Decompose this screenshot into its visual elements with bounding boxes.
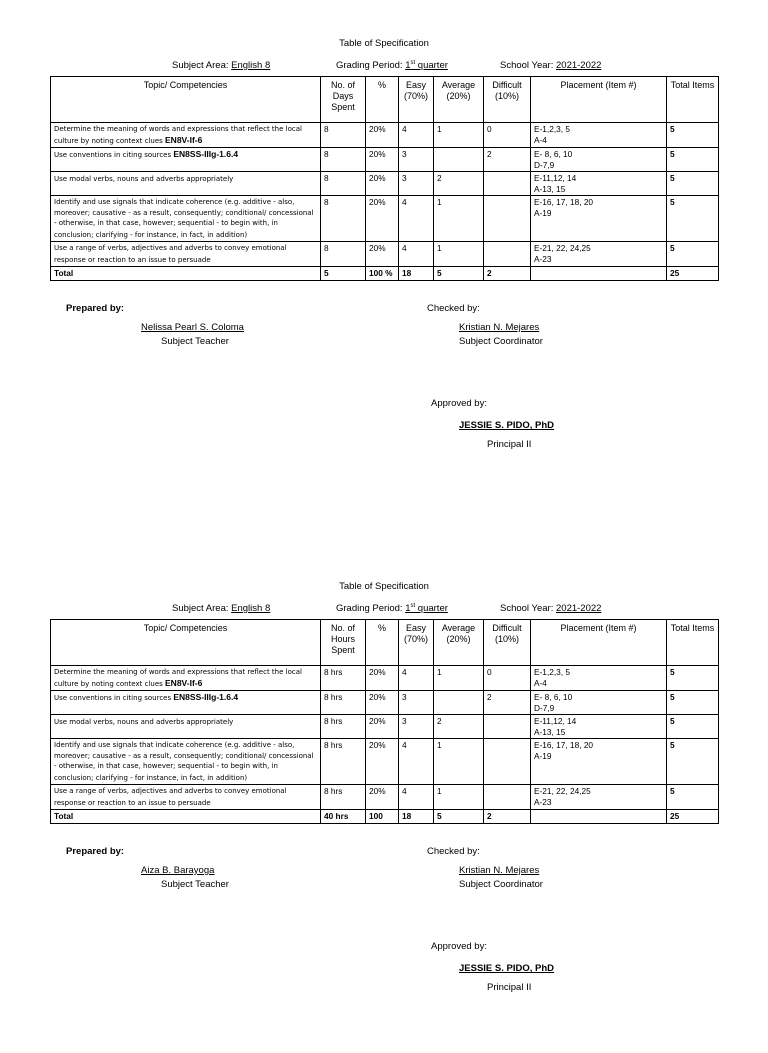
hours-cell: 8 hrs — [321, 739, 366, 785]
totals-row — [51, 267, 719, 281]
percent-cell: 20% — [366, 785, 399, 810]
placement-cell: E-21, 22, 24,25 A-23 — [531, 242, 667, 267]
totals-label: Total — [51, 267, 321, 281]
checked-by-name: Kristian N. Mejares — [459, 322, 540, 333]
easy-cell: 3 — [399, 172, 434, 196]
total-cell: 5 — [667, 148, 719, 172]
table-header-row — [51, 77, 719, 123]
easy-cell: 4 — [399, 123, 434, 148]
percent-cell: 20% — [366, 242, 399, 267]
placement-cell: E-1,2,3, 5 A-4 — [531, 123, 667, 148]
totals-hours: 40 hrs — [321, 810, 366, 824]
total-cell: 5 — [667, 172, 719, 196]
header-total-items: Total Items — [667, 620, 719, 666]
school-year: School Year: 2021-2022 — [500, 60, 602, 71]
topic-cell: Identify and use signals that indicate coherence (e.g. additive - also, moreover; causative - as a result, consequently; conditional/ concessional - otherwise, in that case, however; sequential - to begin with, in conclusion; clarifying - for instance, in fact, in addition) — [51, 196, 321, 242]
percent-cell: 20% — [366, 739, 399, 785]
total-cell: 5 — [667, 739, 719, 785]
grading-period: Grading Period: 1st quarter — [336, 602, 448, 614]
placement-cell: E-11,12, 14 A-13, 15 — [531, 172, 667, 196]
difficult-cell — [484, 242, 531, 267]
total-cell: 5 — [667, 691, 719, 715]
total-cell: 5 — [667, 196, 719, 242]
specification-table — [50, 76, 719, 281]
difficult-cell: 0 — [484, 123, 531, 148]
hours-cell: 8 hrs — [321, 666, 366, 691]
days-cell: 8 — [321, 148, 366, 172]
specification-table — [50, 619, 719, 824]
prepared-by-name: Nelissa Pearl S. Coloma — [141, 322, 244, 333]
easy-cell: 4 — [399, 785, 434, 810]
placement-cell: E-1,2,3, 5 A-4 — [531, 666, 667, 691]
header-difficult: Difficult (10%) — [484, 77, 531, 123]
average-cell: 2 — [434, 172, 484, 196]
header-days: No. of Days Spent — [321, 77, 366, 123]
difficult-cell: 0 — [484, 666, 531, 691]
header-percent: % — [366, 77, 399, 123]
approved-by-label: Approved by: — [431, 941, 487, 952]
percent-cell: 20% — [366, 123, 399, 148]
easy-cell: 3 — [399, 715, 434, 739]
table-header-row — [51, 620, 719, 666]
totals-items: 25 — [667, 810, 719, 824]
header-easy: Easy (70%) — [399, 620, 434, 666]
average-cell: 1 — [434, 666, 484, 691]
average-cell: 1 — [434, 123, 484, 148]
total-cell: 5 — [667, 666, 719, 691]
hours-cell: 8 hrs — [321, 691, 366, 715]
easy-cell: 4 — [399, 196, 434, 242]
checked-by-name: Kristian N. Mejares — [459, 865, 540, 876]
totals-row — [51, 810, 719, 824]
approved-by-label: Approved by: — [431, 398, 487, 409]
average-cell: 1 — [434, 785, 484, 810]
totals-label: Total — [51, 810, 321, 824]
percent-cell: 20% — [366, 148, 399, 172]
document-title: Table of Specification — [339, 38, 429, 49]
table-row — [51, 739, 719, 785]
totals-items: 25 — [667, 267, 719, 281]
header-placement: Placement (Item #) — [531, 620, 667, 666]
checked-by-role: Subject Coordinator — [459, 879, 543, 890]
average-cell: 2 — [434, 715, 484, 739]
approved-by-role: Principal II — [487, 439, 532, 450]
totals-difficult: 2 — [484, 267, 531, 281]
easy-cell: 3 — [399, 691, 434, 715]
totals-difficult: 2 — [484, 810, 531, 824]
average-cell — [434, 691, 484, 715]
days-cell: 8 — [321, 196, 366, 242]
days-cell: 8 — [321, 242, 366, 267]
approved-by-name: JESSIE S. PIDO, PhD — [459, 963, 555, 974]
easy-cell: 4 — [399, 666, 434, 691]
header-difficult: Difficult (10%) — [484, 620, 531, 666]
totals-days: 5 — [321, 267, 366, 281]
header-easy: Easy (70%) — [399, 77, 434, 123]
topic-cell: Determine the meaning of words and expressions that reflect the local culture by noting context clues EN8V-If-6 — [51, 666, 321, 691]
difficult-cell: 2 — [484, 148, 531, 172]
table-row — [51, 785, 719, 810]
table-row — [51, 691, 719, 715]
subject-area: Subject Area: English 8 — [172, 60, 271, 71]
approved-by-name: JESSIE S. PIDO, PhD — [459, 420, 555, 431]
difficult-cell — [484, 172, 531, 196]
table-row — [51, 666, 719, 691]
prepared-by-label: Prepared by: — [66, 846, 125, 857]
prepared-by-label: Prepared by: — [66, 303, 125, 314]
table-row — [51, 242, 719, 267]
header-percent: % — [366, 620, 399, 666]
school-year: School Year: 2021-2022 — [500, 603, 602, 614]
difficult-cell — [484, 196, 531, 242]
placement-cell: E-21, 22, 24,25 A-23 — [531, 785, 667, 810]
difficult-cell: 2 — [484, 691, 531, 715]
percent-cell: 20% — [366, 196, 399, 242]
header-topic: Topic/ Competencies — [51, 620, 321, 666]
grading-period: Grading Period: 1st quarter — [336, 59, 448, 71]
subject-area: Subject Area: English 8 — [172, 603, 271, 614]
document-title: Table of Specification — [339, 581, 429, 592]
easy-cell: 4 — [399, 739, 434, 785]
header-average: Average (20%) — [434, 77, 484, 123]
percent-cell: 20% — [366, 172, 399, 196]
header-total-items: Total Items — [667, 77, 719, 123]
table-row — [51, 148, 719, 172]
prepared-by-role: Subject Teacher — [161, 336, 229, 347]
tos-section-2 — [0, 543, 768, 1053]
average-cell: 1 — [434, 242, 484, 267]
placement-cell: E-16, 17, 18, 20 A-19 — [531, 196, 667, 242]
totals-average: 5 — [434, 810, 484, 824]
placement-cell: E-16, 17, 18, 20 A-19 — [531, 739, 667, 785]
total-cell: 5 — [667, 242, 719, 267]
totals-average: 5 — [434, 267, 484, 281]
table-row — [51, 196, 719, 242]
checked-by-role: Subject Coordinator — [459, 336, 543, 347]
topic-cell: Determine the meaning of words and expressions that reflect the local culture by noting context clues EN8V-If-6 — [51, 123, 321, 148]
table-row — [51, 715, 719, 739]
totals-placement — [531, 810, 667, 824]
header-topic: Topic/ Competencies — [51, 77, 321, 123]
approved-by-role: Principal II — [487, 982, 532, 993]
topic-cell: Use conventions in citing sources EN8SS-IIIg-1.6.4 — [51, 148, 321, 172]
table-row — [51, 172, 719, 196]
days-cell: 8 — [321, 123, 366, 148]
checked-by-label: Checked by: — [427, 846, 480, 857]
average-cell: 1 — [434, 739, 484, 785]
percent-cell: 20% — [366, 691, 399, 715]
totals-easy: 18 — [399, 810, 434, 824]
total-cell: 5 — [667, 123, 719, 148]
easy-cell: 3 — [399, 148, 434, 172]
prepared-by-role: Subject Teacher — [161, 879, 229, 890]
checked-by-label: Checked by: — [427, 303, 480, 314]
topic-cell: Use modal verbs, nouns and adverbs appropriately — [51, 172, 321, 196]
average-cell — [434, 148, 484, 172]
topic-cell: Use a range of verbs, adjectives and adverbs to convey emotional response or reaction to an issue to persuade — [51, 785, 321, 810]
difficult-cell — [484, 715, 531, 739]
percent-cell: 20% — [366, 666, 399, 691]
table-row — [51, 123, 719, 148]
average-cell: 1 — [434, 196, 484, 242]
placement-cell: E-11,12, 14 A-13, 15 — [531, 715, 667, 739]
topic-cell: Use modal verbs, nouns and adverbs appropriately — [51, 715, 321, 739]
total-cell: 5 — [667, 785, 719, 810]
total-cell: 5 — [667, 715, 719, 739]
topic-cell: Use conventions in citing sources EN8SS-IIIg-1.6.4 — [51, 691, 321, 715]
hours-cell: 8 hrs — [321, 715, 366, 739]
tos-section-1 — [0, 0, 768, 510]
difficult-cell — [484, 739, 531, 785]
topic-cell: Use a range of verbs, adjectives and adverbs to convey emotional response or reaction to an issue to persuade — [51, 242, 321, 267]
percent-cell: 20% — [366, 715, 399, 739]
days-cell: 8 — [321, 172, 366, 196]
hours-cell: 8 hrs — [321, 785, 366, 810]
totals-easy: 18 — [399, 267, 434, 281]
prepared-by-name: Aiza B. Barayoga — [141, 865, 215, 876]
topic-cell: Identify and use signals that indicate coherence (e.g. additive - also, moreover; causative - as a result, consequently; conditional/ concessional - otherwise, in that case, however; sequential - to begin with, in conclusion; clarifying - for instance, in fact, in addition) — [51, 739, 321, 785]
easy-cell: 4 — [399, 242, 434, 267]
header-average: Average (20%) — [434, 620, 484, 666]
header-placement: Placement (Item #) — [531, 77, 667, 123]
totals-percent: 100 — [366, 810, 399, 824]
header-hours: No. of Hours Spent — [321, 620, 366, 666]
difficult-cell — [484, 785, 531, 810]
placement-cell: E- 8, 6, 10 D-7,9 — [531, 691, 667, 715]
totals-placement — [531, 267, 667, 281]
totals-percent: 100 % — [366, 267, 399, 281]
placement-cell: E- 8, 6, 10 D-7,9 — [531, 148, 667, 172]
